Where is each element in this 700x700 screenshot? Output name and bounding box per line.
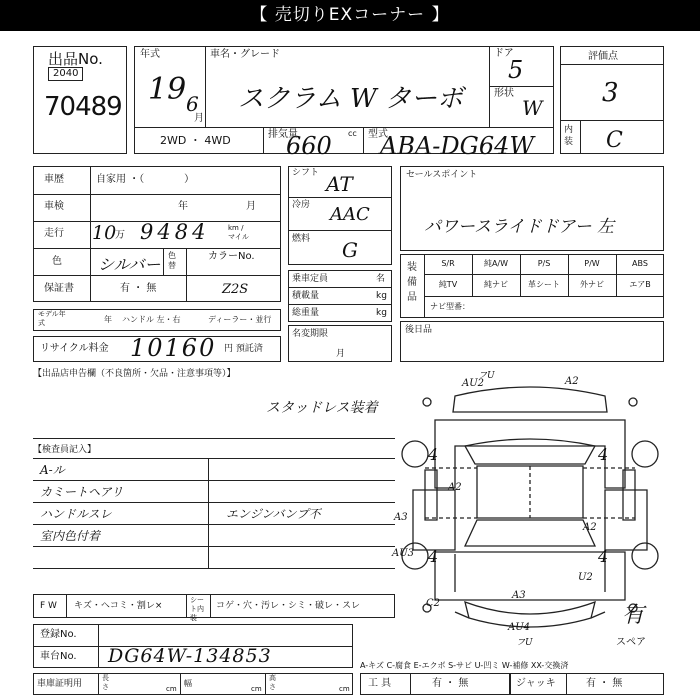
year-month-unit: 月 xyxy=(194,113,204,124)
tire-fr: 4 xyxy=(598,445,609,464)
color-no-label: カラーNo. xyxy=(208,251,255,262)
recycle-unit: 円 預託済 xyxy=(224,344,263,354)
history-value: 自家用 ・（ ） xyxy=(96,174,195,185)
warranty-value: 有 ・ 無 xyxy=(120,283,157,294)
lot-sub: 2040 xyxy=(48,67,83,81)
notes-label: 【出品店申告欄（不良箇所・欠品・注意事項等）】 xyxy=(33,369,236,379)
tire-rr: 4 xyxy=(598,547,609,566)
model-year-dealer: ディーラー・並行 xyxy=(208,315,272,324)
tire-rl: 4 xyxy=(428,547,439,566)
displacement-value: 660 xyxy=(286,132,332,160)
doors-value: 5 xyxy=(508,56,524,84)
chassis-label: 車台No. xyxy=(40,651,77,662)
lot-label: 出品No. xyxy=(48,50,103,68)
grade-label: 評価点 xyxy=(588,51,618,62)
inspector-line-3: ハンドルスレ xyxy=(40,507,112,521)
jack-label: ジャッキ xyxy=(516,678,556,689)
capacity-label: 乗車定員 xyxy=(292,274,329,284)
inspector-label: 【検査員記入】 xyxy=(33,445,97,455)
model-label: 車名・グレード xyxy=(210,49,280,60)
notes-text: スタッドレス装着 xyxy=(266,400,378,416)
model-year-handle: ハンドル 左・右 xyxy=(122,315,181,324)
equip-abs: ABS xyxy=(632,259,648,268)
equip-pw: P/W xyxy=(584,259,600,268)
model-value: スクラム W ターボ xyxy=(238,84,463,114)
damage-u2: U2 xyxy=(578,572,593,583)
doors-label: ドア xyxy=(494,48,514,59)
color-label: 色 xyxy=(52,256,62,267)
inspector-line-4: 室内色付着 xyxy=(40,529,101,543)
history-label: 車歴 xyxy=(44,174,64,185)
cert-long-unit: cm xyxy=(166,685,177,693)
model-year-year: 年 xyxy=(104,315,112,324)
damage-a2-right: A2 xyxy=(583,522,597,533)
load-label: 積載量 xyxy=(292,291,320,301)
inspector-line-1: A-ル xyxy=(40,463,65,477)
grade-value: 3 xyxy=(602,78,619,108)
ac-value: AAC xyxy=(330,204,370,225)
equip-airbag: エアB xyxy=(629,280,651,289)
cert-height: 高さ xyxy=(269,674,276,691)
ac-label: 冷房 xyxy=(292,200,311,210)
inspection-label: 車検 xyxy=(44,201,64,212)
inspector-mid-note: エンジンバンプ不 xyxy=(226,507,321,521)
cert-width: 幅 xyxy=(184,679,192,688)
fuel-value: G xyxy=(342,238,358,262)
tools-value: 有 ・ 無 xyxy=(432,678,469,689)
cert-long: 長さ xyxy=(102,674,109,691)
tools-label: 工 具 xyxy=(368,678,392,689)
warranty-label: 保証書 xyxy=(44,283,74,294)
shift-label: シフト xyxy=(292,168,320,178)
damage-fu-bottom: フU xyxy=(516,638,533,648)
chassis-value: DG64W-134853 xyxy=(108,645,272,667)
lot-number: 70489 xyxy=(44,92,122,122)
tire-fl: 4 xyxy=(428,445,439,464)
recycle-value: 10160 xyxy=(130,334,217,362)
sales-point-label: セールスポイント xyxy=(406,170,478,180)
damage-au3: AU3 xyxy=(392,548,415,559)
capacity-unit: 名 xyxy=(376,274,386,284)
inspection-year-unit: 年 xyxy=(178,201,188,212)
sales-point-value: パワースライドドアー 左 xyxy=(424,217,615,237)
weight-label: 総重量 xyxy=(292,308,320,318)
year-value: 19 xyxy=(148,72,187,107)
page-banner: 【 売切りEXコーナー 】 xyxy=(0,0,700,31)
fw-text2: コゲ・穴・汚レ・シミ・破レ・スレ xyxy=(216,601,361,611)
damage-a3-bottom: A3 xyxy=(512,590,526,601)
damage-au2-top: AU2 xyxy=(462,378,485,389)
inspection-month-unit: 月 xyxy=(246,201,256,212)
fw-text: キズ・ヘコミ・割レ× xyxy=(74,601,163,611)
registration-label: 登録No. xyxy=(40,629,77,640)
damage-a3: A3 xyxy=(394,512,408,523)
type-label: 型式 xyxy=(368,129,388,140)
color-no-value: Z2S xyxy=(222,282,249,297)
fuel-label: 燃料 xyxy=(292,234,311,244)
mileage-man: 10 xyxy=(92,222,117,244)
equip-aw: 純A/W xyxy=(483,259,509,268)
equip-ps: P/S xyxy=(537,259,551,268)
spare-label: スペア xyxy=(616,637,646,648)
mileage-man-unit: 万 xyxy=(115,230,125,241)
equip-tv: 純TV xyxy=(438,280,458,289)
damage-fu-top: フU xyxy=(478,371,495,381)
inspector-line-2: カミートヘアリ xyxy=(40,485,124,499)
type-value: ABA-DG64W xyxy=(380,132,535,160)
damage-a2-top: A2 xyxy=(565,376,579,387)
recycle-label: リサイクル料金 xyxy=(40,343,109,354)
equip-ext-navi: 外ナビ xyxy=(580,280,604,289)
nav-time-unit: 月 xyxy=(336,349,346,359)
damage-a2-roof: A2 xyxy=(448,482,462,493)
model-year-label: モデル年式 xyxy=(38,310,66,327)
later-fill-box xyxy=(400,321,664,362)
damage-c2: C2 xyxy=(426,598,441,609)
spare-value: 有 xyxy=(622,603,645,628)
later-fill-label: 後日品 xyxy=(405,325,433,335)
drive-label: 2WD ・ 4WD xyxy=(160,134,231,147)
shift-value: AT xyxy=(326,172,353,196)
weight-unit: kg xyxy=(376,308,387,318)
interior-value: C xyxy=(606,128,623,153)
displacement-label: 排気量 xyxy=(268,129,298,140)
nav-type-label: ナビ型番： xyxy=(430,302,470,311)
color-value: シルバー xyxy=(98,255,161,274)
equip-leather: 革シート xyxy=(528,280,560,289)
mileage-value: 9484 xyxy=(140,220,210,244)
equipment-label: 装備品 xyxy=(407,262,417,303)
interior-label: 内装 xyxy=(564,125,574,147)
year-label: 年式 xyxy=(140,49,160,60)
jack-value: 有 ・ 無 xyxy=(586,678,623,689)
fw-seat-label: シート内装 xyxy=(190,596,204,622)
body-shape-label: 形状 xyxy=(494,88,514,99)
mileage-unit: km / マイル xyxy=(228,224,249,241)
mileage-label: 走行 xyxy=(44,228,64,239)
year-month: 6 xyxy=(186,92,199,116)
color-change: 色替 xyxy=(168,251,176,270)
nav-time-label: 名変期限 xyxy=(292,329,329,339)
equip-sr: S/R xyxy=(441,259,455,268)
displacement-unit: cc xyxy=(348,129,357,138)
damage-legend: A-キズ C-腐食 E-エクボ S-サビ U-凹ミ W-補修 XX-交換済 xyxy=(360,661,569,670)
damage-au4: AU4 xyxy=(508,622,531,633)
body-shape-value: W xyxy=(522,96,543,120)
equip-navi: 純ナビ xyxy=(484,280,508,289)
fw-label: F W xyxy=(40,601,57,611)
cert-label: 車庫証明用 xyxy=(37,679,83,689)
load-unit: kg xyxy=(376,291,387,301)
cert-width-unit: cm xyxy=(251,685,262,693)
cert-height-unit: cm xyxy=(339,685,350,693)
